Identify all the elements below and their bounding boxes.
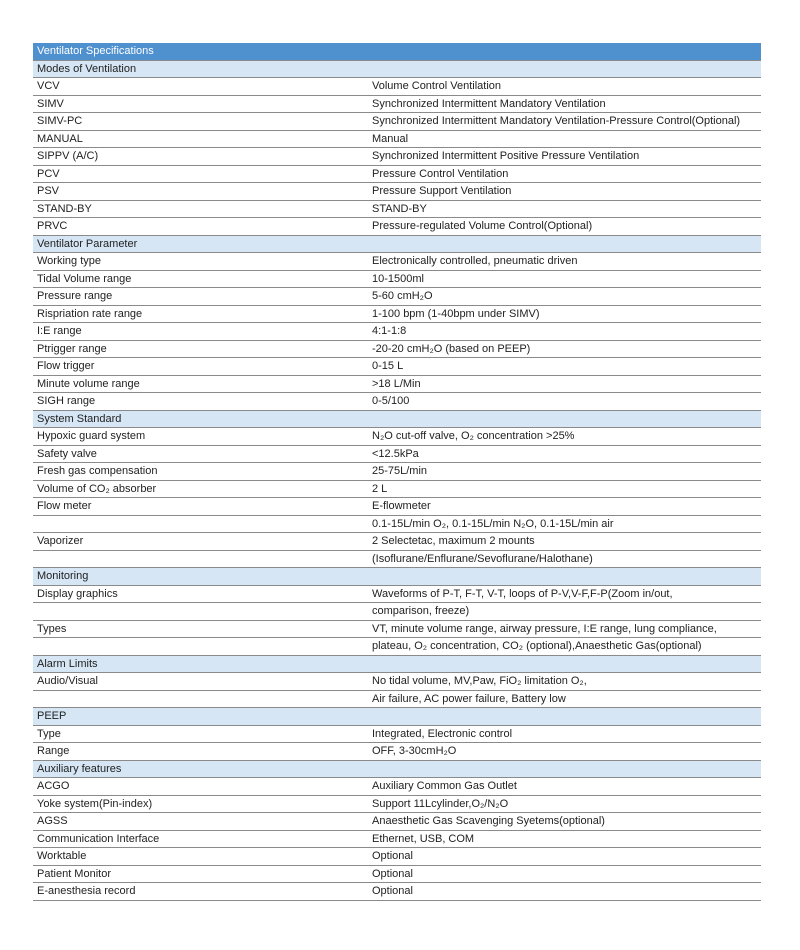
spec-value: 0-15 L (368, 358, 761, 376)
spec-row (33, 533, 761, 551)
spec-value: >18 L/Min (368, 375, 761, 393)
spec-row (33, 795, 761, 813)
spec-row (33, 690, 761, 708)
spec-value: 0.1-15L/min O₂, 0.1-15L/min N₂O, 0.1-15L/min air (368, 515, 761, 533)
spec-value: 0-5/100 (368, 393, 761, 411)
spec-row (33, 813, 761, 831)
spec-label: Pressure range (33, 288, 368, 306)
spec-row (33, 148, 761, 166)
spec-value: comparison, freeze) (368, 603, 761, 621)
spec-label (33, 638, 368, 656)
spec-row (33, 638, 761, 656)
spec-row (33, 340, 761, 358)
section-header: PEEP (33, 708, 761, 726)
spec-label: Communication Interface (33, 830, 368, 848)
spec-row (33, 498, 761, 516)
spec-label: AGSS (33, 813, 368, 831)
spec-row (33, 130, 761, 148)
spec-label: Working type (33, 253, 368, 271)
spec-label: PRVC (33, 218, 368, 236)
spec-row (33, 183, 761, 201)
spec-row (33, 428, 761, 446)
spec-label: Rispriation rate range (33, 305, 368, 323)
spec-label: Vaporizer (33, 533, 368, 551)
spec-value: VT, minute volume range, airway pressure, I:E range, lung compliance, (368, 620, 761, 638)
spec-row (33, 620, 761, 638)
spec-label: Range (33, 743, 368, 761)
spec-value: Volume Control Ventilation (368, 78, 761, 96)
spec-label: SIMV (33, 95, 368, 113)
spec-value: OFF, 3-30cmH₂O (368, 743, 761, 761)
spec-value: STAND-BY (368, 200, 761, 218)
spec-row (33, 673, 761, 691)
spec-value: Optional (368, 865, 761, 883)
spec-value: 5-60 cmH₂O (368, 288, 761, 306)
spec-label: Volume of CO₂ absorber (33, 480, 368, 498)
spec-row (33, 95, 761, 113)
spec-value: <12.5kPa (368, 445, 761, 463)
spec-row (33, 253, 761, 271)
spec-row (33, 445, 761, 463)
spec-row (33, 778, 761, 796)
spec-value: 2 L (368, 480, 761, 498)
spec-label (33, 603, 368, 621)
spec-row (33, 113, 761, 131)
spec-row (33, 480, 761, 498)
spec-table-body (33, 43, 761, 900)
spec-value: Electronically controlled, pneumatic driven (368, 253, 761, 271)
spec-value: 1-100 bpm (1-40bpm under SIMV) (368, 305, 761, 323)
spec-label: SIMV-PC (33, 113, 368, 131)
spec-value: Auxiliary Common Gas Outlet (368, 778, 761, 796)
spec-label: SIGH range (33, 393, 368, 411)
spec-label (33, 515, 368, 533)
spec-label: I:E range (33, 323, 368, 341)
spec-label: Worktable (33, 848, 368, 866)
spec-label: STAND-BY (33, 200, 368, 218)
spec-label: PCV (33, 165, 368, 183)
section-header: Auxiliary features (33, 760, 761, 778)
spec-label: Safety valve (33, 445, 368, 463)
spec-label: ACGO (33, 778, 368, 796)
spec-label: Type (33, 725, 368, 743)
spec-value: Air failure, AC power failure, Battery low (368, 690, 761, 708)
spec-label: MANUAL (33, 130, 368, 148)
spec-label: Minute volume range (33, 375, 368, 393)
spec-label: Patient Monitor (33, 865, 368, 883)
spec-row (33, 585, 761, 603)
spec-value: Optional (368, 848, 761, 866)
spec-value: Optional (368, 883, 761, 901)
spec-row (33, 865, 761, 883)
section-header: System Standard (33, 410, 761, 428)
section-header: Ventilator Parameter (33, 235, 761, 253)
spec-value: Synchronized Intermittent Mandatory Ventilation (368, 95, 761, 113)
spec-row (33, 288, 761, 306)
section-header-row (33, 708, 761, 726)
section-header-row (33, 60, 761, 78)
section-header-row (33, 760, 761, 778)
spec-label: Audio/Visual (33, 673, 368, 691)
table-title-row (33, 43, 761, 60)
spec-row (33, 725, 761, 743)
spec-row (33, 200, 761, 218)
section-header-row (33, 568, 761, 586)
spec-value: Waveforms of P-T, F-T, V-T, loops of P-V,V-F,F-P(Zoom in/out, (368, 585, 761, 603)
spec-value: N₂O cut-off valve, O₂ concentration >25% (368, 428, 761, 446)
spec-label: Hypoxic guard system (33, 428, 368, 446)
spec-label: E-anesthesia record (33, 883, 368, 901)
spec-value: Synchronized Intermittent Positive Pressure Ventilation (368, 148, 761, 166)
spec-value: 10-1500ml (368, 270, 761, 288)
spec-row (33, 305, 761, 323)
spec-value: (Isoflurane/Enflurane/Sevoflurane/Halothane) (368, 550, 761, 568)
spec-value: 4:1-1:8 (368, 323, 761, 341)
spec-value: 25-75L/min (368, 463, 761, 481)
spec-row (33, 393, 761, 411)
spec-value: Pressure Control Ventilation (368, 165, 761, 183)
spec-row (33, 830, 761, 848)
spec-label: Flow meter (33, 498, 368, 516)
spec-value: Integrated, Electronic control (368, 725, 761, 743)
spec-value: -20-20 cmH₂O (based on PEEP) (368, 340, 761, 358)
section-header-row (33, 410, 761, 428)
spec-label: Fresh gas compensation (33, 463, 368, 481)
spec-value: Manual (368, 130, 761, 148)
spec-label: Ptrigger range (33, 340, 368, 358)
spec-row (33, 358, 761, 376)
spec-value: E-flowmeter (368, 498, 761, 516)
spec-label: Flow trigger (33, 358, 368, 376)
spec-value: 2 Selectetac, maximum 2 mounts (368, 533, 761, 551)
spec-value: No tidal volume, MV,Paw, FiO₂ limitation O₂, (368, 673, 761, 691)
spec-value: Support 11Lcylinder,O₂/N₂O (368, 795, 761, 813)
spec-value: Pressure-regulated Volume Control(Optional) (368, 218, 761, 236)
spec-label (33, 550, 368, 568)
spec-label: PSV (33, 183, 368, 201)
spec-value: plateau, O₂ concentration, CO₂ (optional),Anaesthetic Gas(optional) (368, 638, 761, 656)
spec-label: VCV (33, 78, 368, 96)
spec-label: Types (33, 620, 368, 638)
spec-row (33, 375, 761, 393)
spec-label: SIPPV (A/C) (33, 148, 368, 166)
spec-value: Pressure Support Ventilation (368, 183, 761, 201)
spec-row (33, 515, 761, 533)
spec-row (33, 743, 761, 761)
spec-row (33, 463, 761, 481)
spec-value: Synchronized Intermittent Mandatory Ventilation-Pressure Control(Optional) (368, 113, 761, 131)
spec-label: Tidal Volume range (33, 270, 368, 288)
section-header-row (33, 235, 761, 253)
spec-row (33, 550, 761, 568)
section-header: Alarm Limits (33, 655, 761, 673)
section-header: Modes of Ventilation (33, 60, 761, 78)
spec-row (33, 848, 761, 866)
spec-label: Yoke system(Pin-index) (33, 795, 368, 813)
spec-label: Display graphics (33, 585, 368, 603)
section-header-row (33, 655, 761, 673)
spec-row (33, 323, 761, 341)
spec-row (33, 218, 761, 236)
spec-row (33, 270, 761, 288)
spec-row (33, 78, 761, 96)
spec-value: Ethernet, USB, COM (368, 830, 761, 848)
spec-row (33, 883, 761, 901)
spec-table (33, 43, 761, 901)
spec-row (33, 603, 761, 621)
spec-row (33, 165, 761, 183)
spec-value: Anaesthetic Gas Scavenging Syetems(optional) (368, 813, 761, 831)
spec-label (33, 690, 368, 708)
table-title: Ventilator Specifications (33, 43, 761, 60)
section-header: Monitoring (33, 568, 761, 586)
